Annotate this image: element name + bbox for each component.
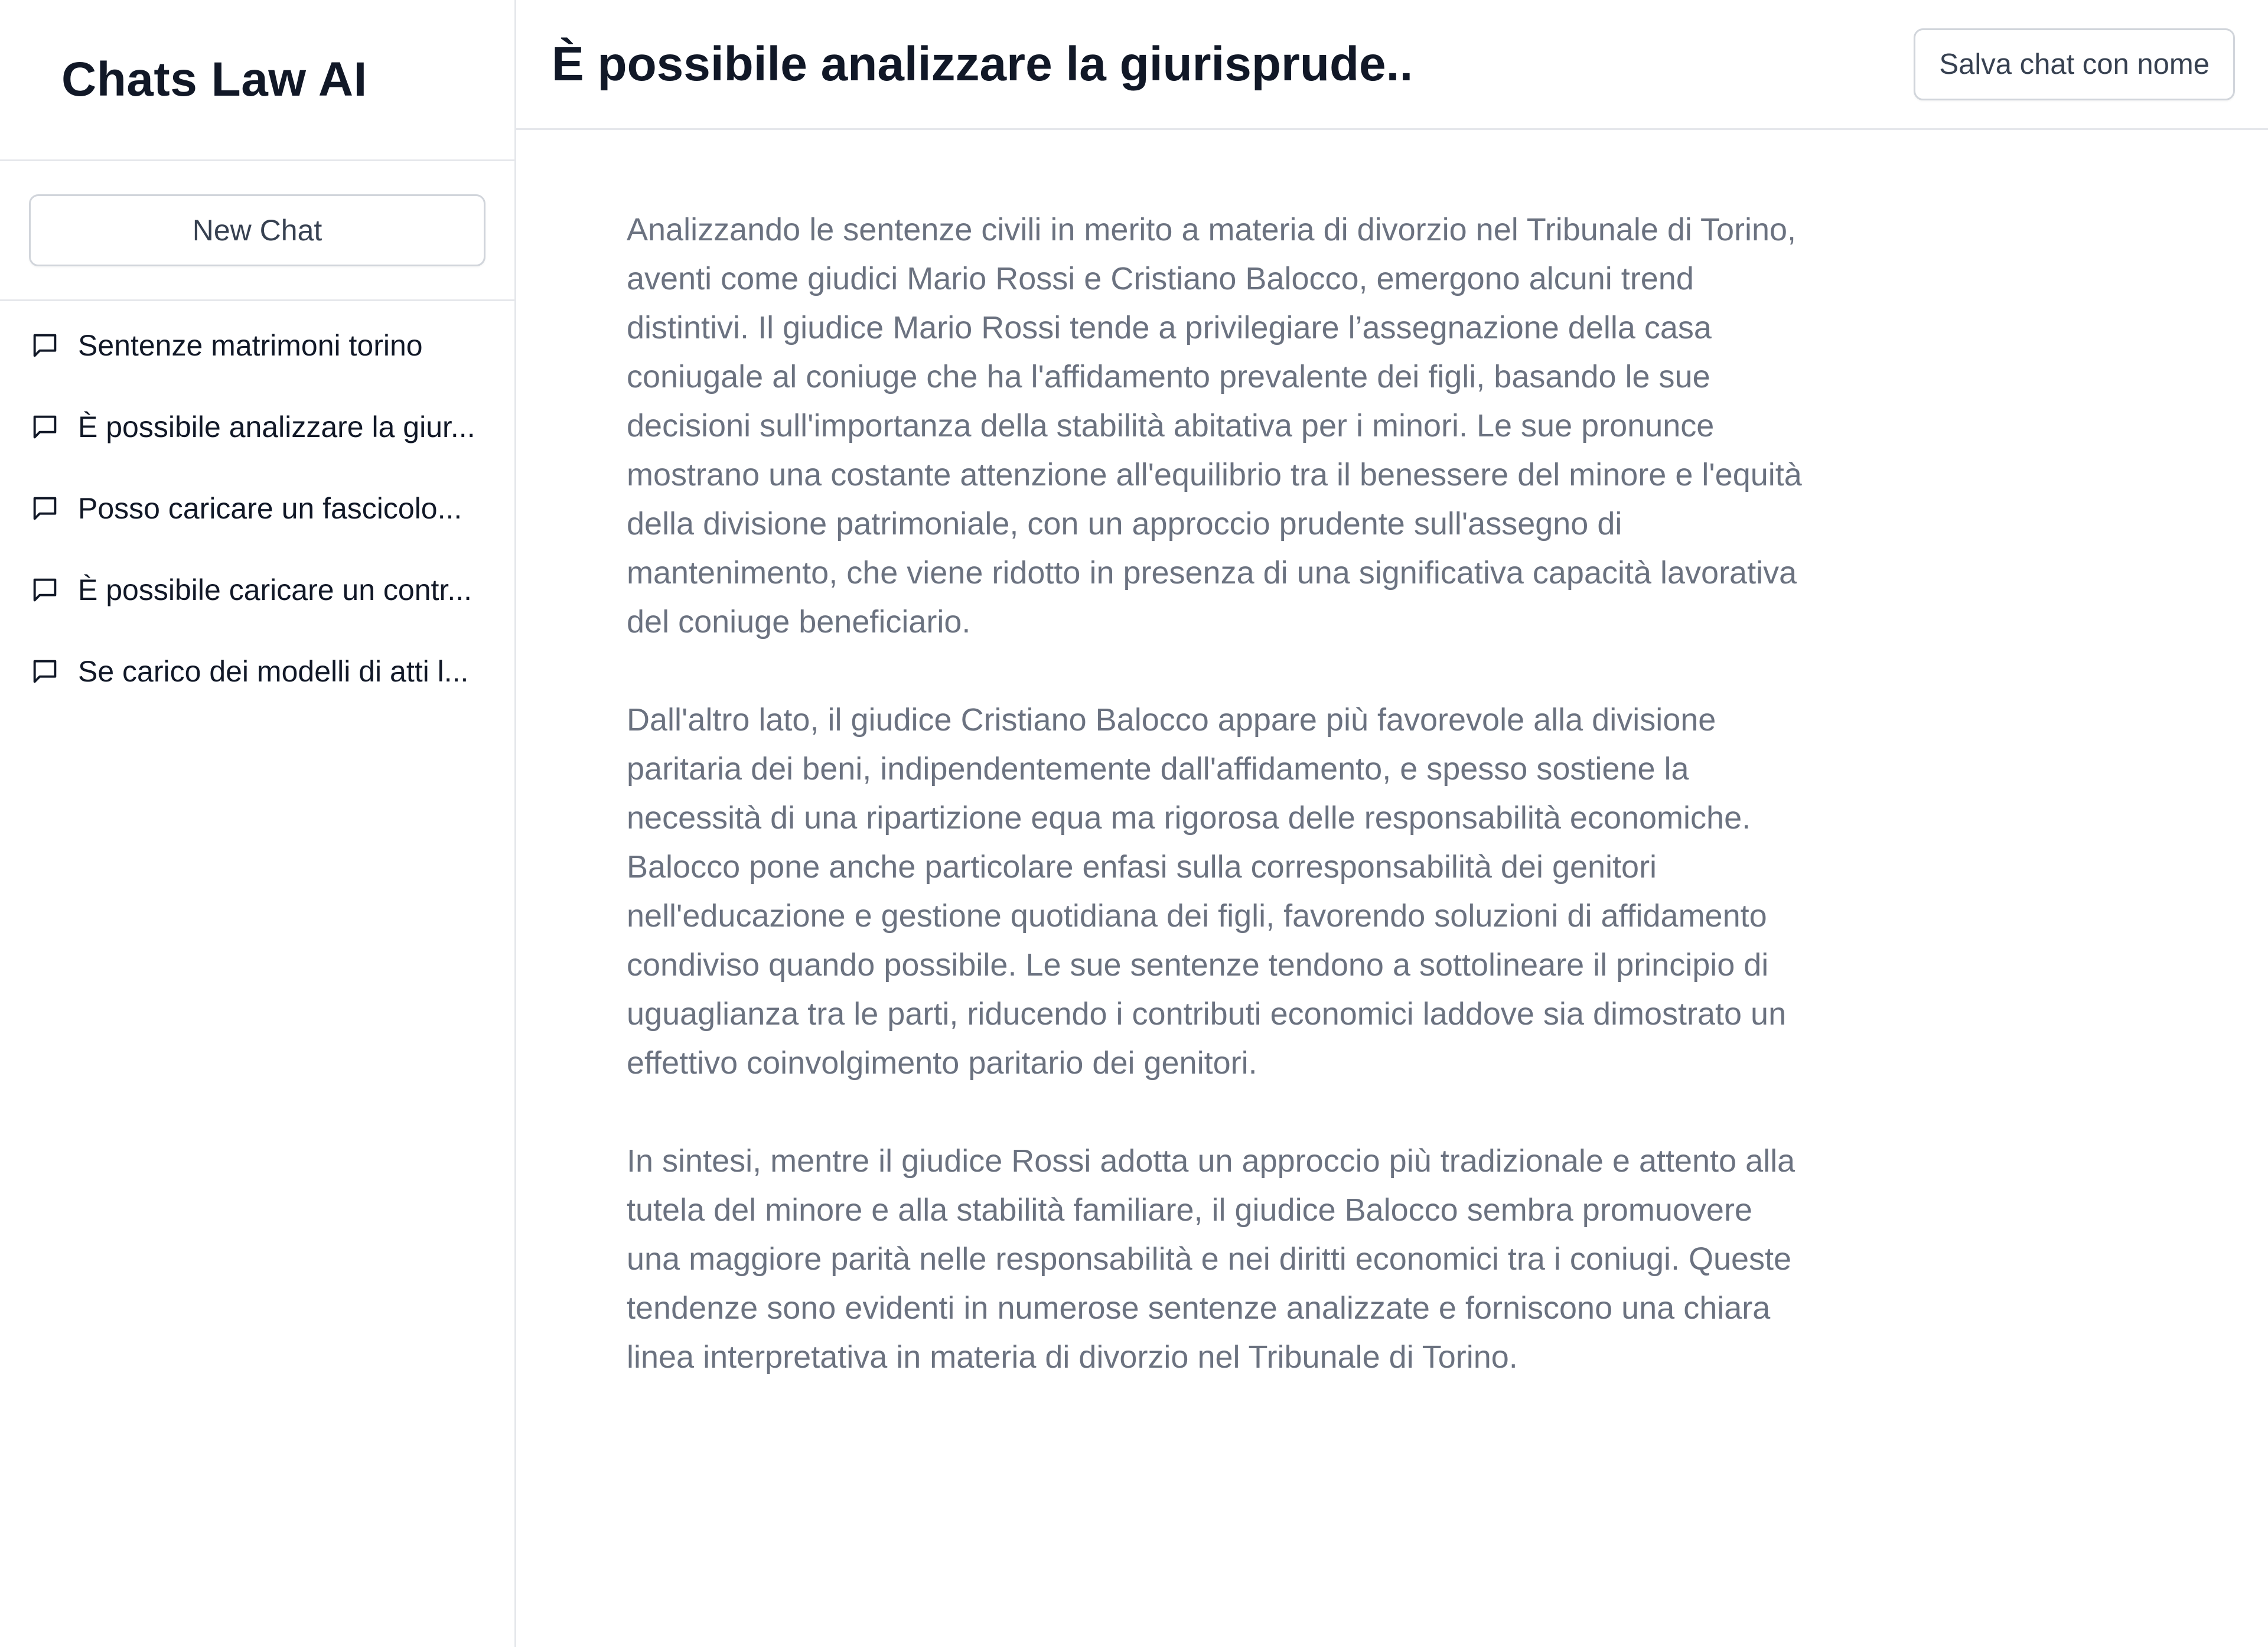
chat-main-panel bbox=[516, 0, 2268, 1647]
chat-header bbox=[516, 0, 2268, 130]
assistant-message bbox=[516, 130, 1914, 1382]
message-paragraph: In sintesi, mentre il giudice Rossi adotta un approccio più tradizionale e attento alla tutela del minore e alla stabilità familiare, il giudice Balocco sembra promuovere una maggiore parità nelle responsabilità e nei diritti economici tra i coniugi. Queste tendenze sono evidenti in numerose sentenze analizzate e forniscono una chiara linea interpretativa in materia di divorzio nel Tribunale di Torino. bbox=[627, 1143, 1795, 1375]
sidebar bbox=[0, 0, 516, 1647]
chat-bubble-icon bbox=[30, 412, 60, 442]
chat-history-label: È possibile caricare un contr... bbox=[78, 573, 472, 606]
chat-history-item[interactable] bbox=[0, 305, 514, 386]
new-chat-section bbox=[0, 161, 514, 301]
app-title: Chats Law AI bbox=[61, 53, 367, 106]
save-chat-button[interactable]: Salva chat con nome bbox=[1914, 28, 2235, 100]
chat-history-item[interactable] bbox=[0, 549, 514, 631]
chat-history-item[interactable] bbox=[0, 468, 514, 549]
chat-history-label: Sentenze matrimoni torino bbox=[78, 329, 423, 362]
chat-history-label: È possibile analizzare la giur... bbox=[78, 410, 475, 443]
chat-history-item[interactable] bbox=[0, 631, 514, 712]
chat-history-item[interactable] bbox=[0, 386, 514, 468]
chat-bubble-icon bbox=[30, 493, 60, 524]
chat-bubble-icon bbox=[30, 656, 60, 687]
message-paragraph: Dall'altro lato, il giudice Cristiano Balocco appare più favorevole alla divisione paritaria dei beni, indipendentemente dall'affidamento, e spesso sostiene la necessità di una ripartizione equa ma rigorosa delle responsabilità economiche. Balocco pone anche particolare enfasi sulla corresponsabilità dei genitori nell'educazione e gestione quotidiana dei figli, favorendo soluzioni di affidamento condiviso quando possibile. Le sue sentenze tendono a sottolineare il principio di uguaglianza tra le parti, riducendo i contributi economici laddove sia dimostrato un effettivo coinvolgimento paritario dei genitori. bbox=[627, 702, 1787, 1081]
chat-bubble-icon bbox=[30, 575, 60, 605]
chat-history-label: Posso caricare un fascicolo... bbox=[78, 492, 462, 525]
new-chat-button[interactable]: New Chat bbox=[29, 194, 485, 266]
message-paragraph: Analizzando le sentenze civili in merito a materia di divorzio nel Tribunale di Torino, aventi come giudici Mario Rossi e Cristiano Balocco, emergono alcuni trend distintivi. Il giudice Mario Rossi tende a privilegiare l’assegnazione della casa coniugale al coniuge che ha l'affidamento prevalente dei figli, basando le sue decisioni sull'importanza della stabilità abitativa per i minori. Le sue pronunce mostrano una costante attenzione all'equilibrio tra il benessere del minore e l'equità della divisione patrimoniale, con un approccio prudente sull'assegno di mantenimento, che viene ridotto in presenza di una significativa capacità lavorativa del coniuge beneficiario. bbox=[627, 212, 1802, 640]
chat-history-label: Se carico dei modelli di atti l... bbox=[78, 655, 469, 688]
brand-header bbox=[0, 0, 514, 161]
chat-history-list bbox=[0, 305, 514, 712]
chat-title: È possibile analizzare la giurisprude.. bbox=[552, 37, 1413, 91]
chat-bubble-icon bbox=[30, 330, 60, 361]
